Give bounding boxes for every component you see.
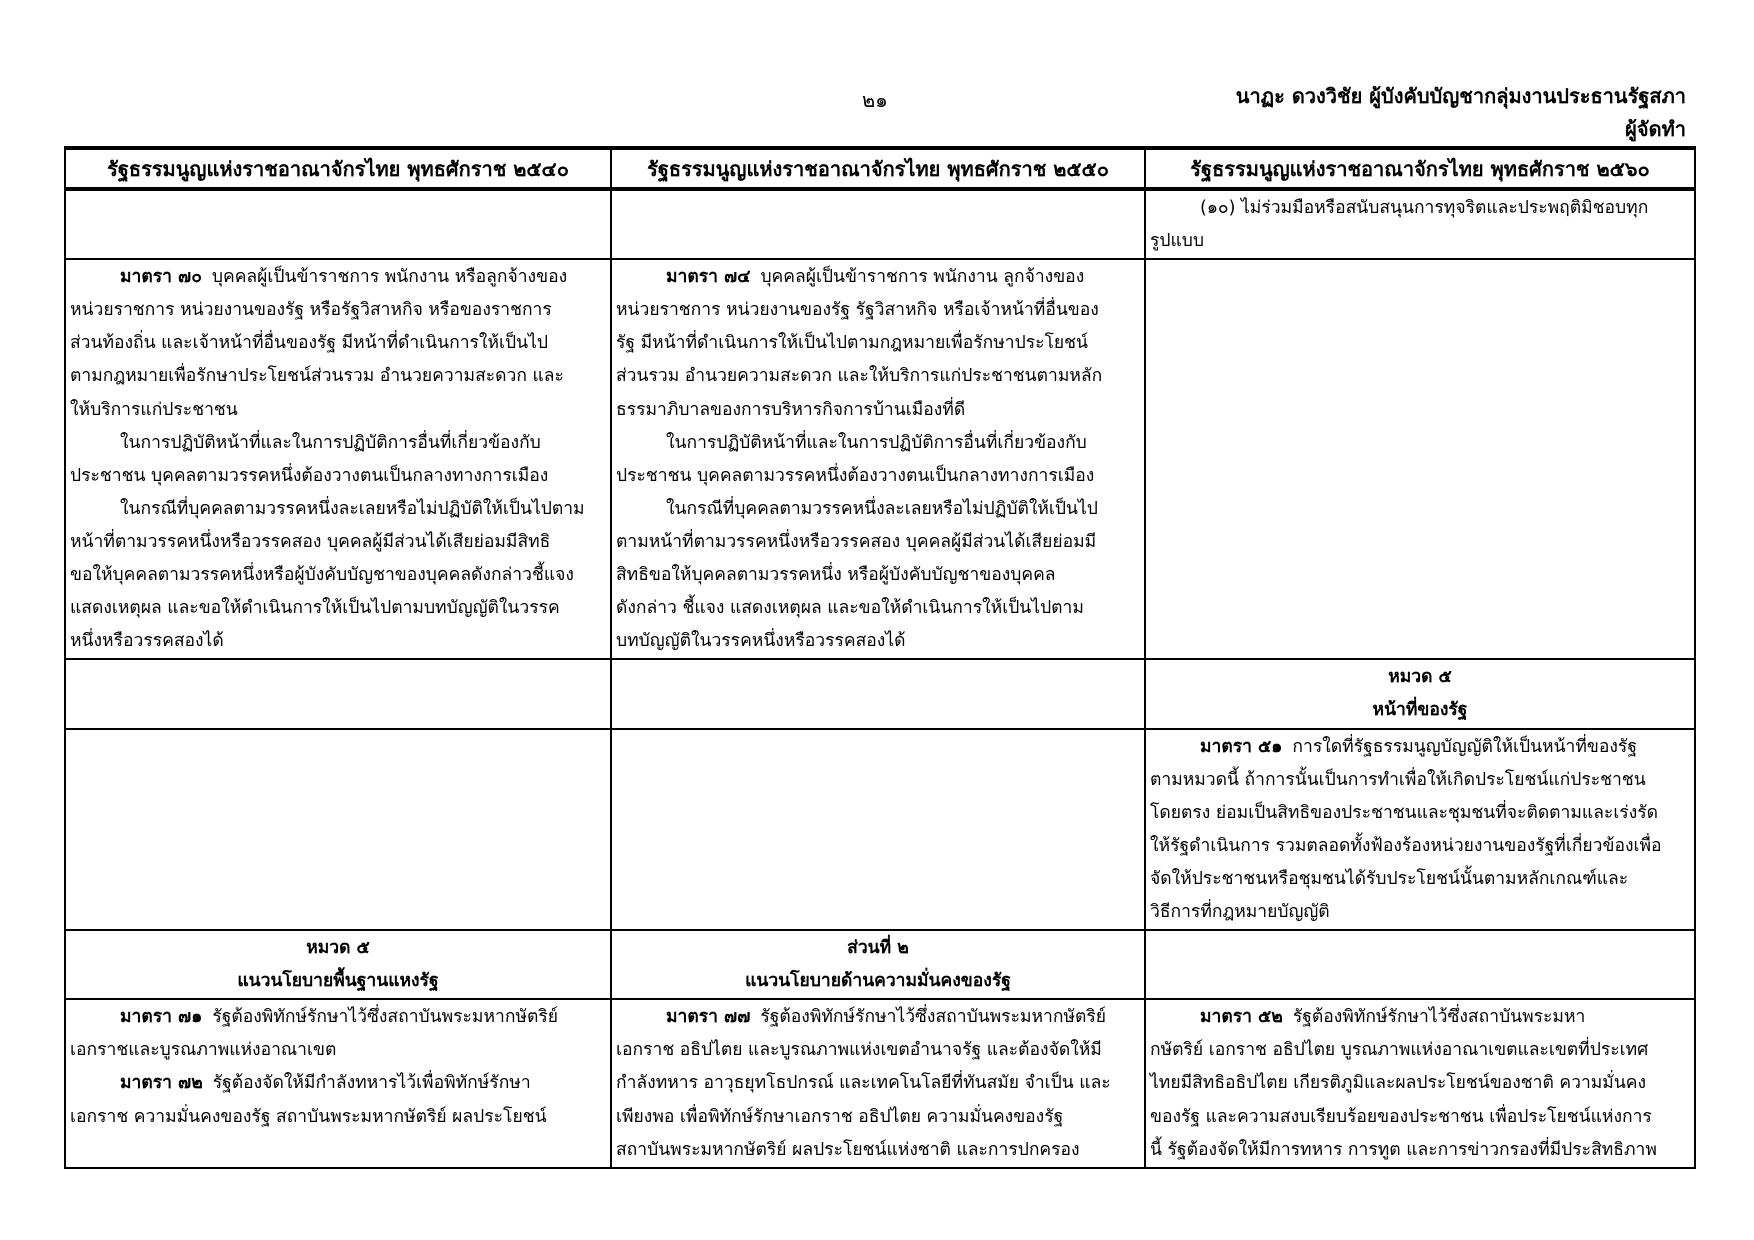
line-text: รัฐ มีหน้าที่ดำเนินการให้เป็นไปตามกฎหมายเพื่อรักษาประโยชน์ — [616, 333, 1088, 354]
line-text: เอกราช อธิปไตย และบูรณภาพแห่งเขตอำนาจรัฐ และต้องจัดให้มี — [616, 1040, 1102, 1061]
table-row — [65, 659, 1695, 728]
text-line — [70, 394, 606, 427]
line-text: ในการปฏิบัติหน้าที่และในการปฏิบัติการอื่นที่เกี่ยวข้องกับ — [120, 432, 541, 453]
table-row — [65, 999, 1695, 1167]
line-text: แสดงเหตุผล และขอให้ดำเนินการให้เป็นไปตามบทบัญญัติในวรรค — [70, 598, 560, 619]
text-line — [70, 360, 606, 393]
line-text: สถาบันพระมหากษัตริย์ ผลประโยชน์แห่งชาติ และการปกครอง — [616, 1139, 1080, 1160]
table-cell — [65, 729, 611, 931]
line-text: รัฐต้องพิทักษ์รักษาไว้ซึ่งสถาบันพระมหา — [1292, 1007, 1586, 1028]
column-header-2550: รัฐธรรมนูญแห่งราชอาณาจักรไทย พุทธศักราช ๒๕๕๐ — [611, 148, 1145, 189]
line-text: ให้รัฐดำเนินการ รวมตลอดทั้งฟ้องร้องหน่วยงานของรัฐที่เกี่ยวข้องเพื่อ — [1150, 835, 1662, 856]
text-line — [70, 460, 606, 493]
line-text: (๑๐) ไม่ร่วมมือหรือสนับสนุนการทุจริตและประพฤติมิชอบทุก — [1200, 198, 1649, 218]
text-line — [616, 460, 1140, 493]
line-text: การใดที่รัฐธรรมนูญบัญญัติให้เป็นหน้าที่ของรัฐ — [1292, 736, 1637, 757]
line-text: ของรัฐ และความสงบเรียบร้อยของประชาชน เพื่อประโยชน์แห่งการ — [1150, 1106, 1652, 1127]
text-line — [616, 526, 1140, 559]
line-text: ในการปฏิบัติหน้าที่และในการปฏิบัติการอื่นที่เกี่ยวข้องกับ — [666, 432, 1087, 453]
line-text: หน้าที่ตามวรรคหนึ่งหรือวรรคสอง บุคคลผู้มีส่วนได้เสียย่อมมีสิทธิ — [70, 531, 551, 552]
line-text: ตามหมวดนี้ ถ้าการนั้นเป็นการทำเพื่อให้เกิดประโยชน์แก่ประชาชน — [1150, 769, 1646, 790]
line-text: เอกราช ความมั่นคงของรัฐ สถาบันพระมหากษัตริย์ ผลประโยชน์ — [70, 1106, 547, 1127]
text-line — [616, 1101, 1140, 1134]
table-cell — [1145, 930, 1695, 999]
text-line — [1150, 1034, 1690, 1067]
text-line — [616, 427, 1140, 460]
line-text: ดังกล่าว ชี้แจง แสดงเหตุผล และขอให้ดำเนินการให้เป็นไปตาม — [616, 598, 1084, 619]
comparison-table — [64, 146, 1696, 1169]
line-text: ไทยมีสิทธิอธิปไตย เกียรติภูมิและผลประโยชน์ของชาติ ความมั่นคง — [1150, 1073, 1647, 1094]
text-line — [70, 261, 606, 294]
text-line — [70, 1101, 606, 1134]
table-cell — [65, 259, 611, 659]
section-heading: หน้าที่ของรัฐ — [1372, 700, 1468, 721]
line-text: ส่วนรวม อำนวยความสะดวก และให้บริการแก่ประชาชนตามหลัก — [616, 366, 1103, 387]
text-line — [1150, 896, 1690, 929]
line-text: หน่วยราชการ หน่วยงานของรัฐ รัฐวิสาหกิจ หรือเจ้าหน้าที่อื่นของ — [616, 300, 1099, 321]
text-line — [1150, 764, 1690, 797]
text-line — [616, 559, 1140, 592]
text-line — [1150, 1101, 1690, 1134]
line-text: ส่วนท้องถิ่น และเจ้าหน้าที่อื่นของรัฐ มีหน้าที่ดำเนินการให้เป็นไป — [70, 333, 548, 354]
table-cell — [1145, 259, 1695, 659]
table-cell — [611, 930, 1145, 999]
section-number: มาตรา ๗๔ — [666, 267, 751, 288]
table-row — [65, 729, 1695, 931]
line-text: กำลังทหาร อาวุธยุทโธปกรณ์ และเทคโนโลยีที่ทันสมัย จำเป็น และ — [616, 1073, 1111, 1094]
table-cell — [65, 930, 611, 999]
text-line — [70, 327, 606, 360]
line-text: กษัตริย์ เอกราช อธิปไตย บูรณภาพแห่งอาณาเขตและเขตที่ประเทศ — [1150, 1040, 1649, 1061]
text-line — [1150, 731, 1690, 764]
section-number: มาตรา ๗๐ — [120, 267, 202, 288]
text-line — [70, 1001, 606, 1034]
section-heading: ส่วนที่ ๒ — [847, 938, 909, 959]
table-cell — [1145, 999, 1695, 1167]
line-text: จัดให้ประชาชนหรือชุมชนได้รับประโยชน์นั้นตามหลักเกณฑ์และ — [1150, 868, 1629, 889]
line-text: หน่วยราชการ หน่วยงานของรัฐ หรือรัฐวิสาหกิจ หรือของราชการ — [70, 300, 552, 321]
text-line — [1150, 1001, 1690, 1034]
section-heading: หมวด ๕ — [306, 938, 370, 959]
line-text: บุคคลผู้เป็นข้าราชการ พนักงาน ลูกจ้างของ — [760, 267, 1085, 288]
line-text: รัฐต้องพิทักษ์รักษาไว้ซึ่งสถาบันพระมหากษัตริย์ — [212, 1007, 558, 1028]
section-number: มาตรา ๗๒ — [120, 1073, 203, 1094]
table-cell — [1145, 189, 1695, 259]
column-header-2560: รัฐธรรมนูญแห่งราชอาณาจักรไทย พุทธศักราช ๒๕๖๐ — [1145, 148, 1695, 189]
text-line — [1150, 1134, 1690, 1167]
line-text: หนึ่งหรือวรรคสองได้ — [70, 631, 224, 652]
table-row — [65, 259, 1695, 659]
line-text: ในกรณีที่บุคคลตามวรรคหนึ่งละเลยหรือไม่ปฏิบัติให้เป็นไป — [666, 498, 1098, 519]
text-line — [70, 559, 606, 592]
table-cell — [65, 189, 611, 259]
text-line — [1150, 863, 1690, 896]
line-text: รัฐต้องพิทักษ์รักษาไว้ซึ่งสถาบันพระมหากษัตริย์ — [760, 1007, 1107, 1028]
table-header-row — [65, 148, 1695, 189]
line-text: สิทธิขอให้บุคคลตามวรรคหนึ่ง หรือผู้บังคับบัญชาของบุคคล — [616, 565, 1056, 586]
table-cell — [1145, 659, 1695, 728]
line-text: เอกราชและบูรณภาพแห่งอาณาเขต — [70, 1040, 337, 1061]
section-number: มาตรา ๕๑ — [1200, 736, 1283, 757]
section-number: มาตรา ๗๑ — [120, 1007, 203, 1028]
text-line — [1150, 192, 1690, 225]
text-line — [1150, 797, 1690, 830]
text-line — [70, 1034, 606, 1067]
section-heading: หมวด ๕ — [1388, 667, 1452, 688]
table-cell — [611, 659, 1145, 728]
table-cell — [1145, 729, 1695, 931]
line-text: ในกรณีที่บุคคลตามวรรคหนึ่งละเลยหรือไม่ปฏิบัติให้เป็นไปตาม — [120, 498, 585, 519]
text-line — [70, 427, 606, 460]
text-line — [70, 1067, 606, 1100]
text-line — [616, 294, 1140, 327]
text-line — [1150, 1067, 1690, 1100]
text-line — [616, 1001, 1140, 1034]
text-line — [616, 1134, 1140, 1167]
text-line — [70, 526, 606, 559]
line-text: รูปแบบ — [1150, 231, 1205, 252]
author-role: ผู้จัดทำ — [1625, 117, 1686, 141]
line-text: บทบัญญัติในวรรคหนึ่งหรือวรรคสองได้ — [616, 631, 906, 652]
table-row — [65, 930, 1695, 999]
author-name: นาฏะ ดวงวิชัย ผู้บังคับบัญชากลุ่มงานประธานรัฐสภา — [1235, 84, 1686, 108]
line-text: โดยตรง ย่อมเป็นสิทธิของประชาชนและชุมชนที่จะติดตามและเร่งรัด — [1150, 802, 1659, 823]
section-heading: แนวนโยบายพื้นฐานแหงรัฐ — [237, 971, 439, 992]
line-text: วิธีการที่กฎหมายบัญญัติ — [1150, 901, 1330, 922]
table-cell — [65, 999, 611, 1167]
line-text: ขอให้บุคคลตามวรรคหนึ่งหรือผู้บังคับบัญชาของบุคคลดังกล่าวชี้แจง — [70, 565, 574, 586]
text-line — [616, 261, 1140, 294]
author-block — [1236, 80, 1686, 146]
text-line — [616, 1034, 1140, 1067]
line-text: ธรรมาภิบาลของการบริหารกิจการบ้านเมืองที่ดี — [616, 399, 966, 420]
section-number: มาตรา ๗๗ — [666, 1007, 751, 1028]
line-text: รัฐต้องจัดให้มีกำลังทหารไว้เพื่อพิทักษ์รักษา — [212, 1073, 531, 1094]
line-text: เพียงพอ เพื่อพิทักษ์รักษาเอกราช อธิปไตย ความมั่นคงของรัฐ — [616, 1106, 1064, 1127]
table-cell — [611, 189, 1145, 259]
page-number: ๒๑ — [862, 88, 888, 112]
text-line — [616, 592, 1140, 625]
text-line — [70, 592, 606, 625]
line-text: ให้บริการแก่ประชาชน — [70, 399, 238, 420]
table-cell — [611, 999, 1145, 1167]
text-line — [616, 1067, 1140, 1100]
text-line — [1150, 830, 1690, 863]
line-text: นี้ รัฐต้องจัดให้มีการทหาร การทูต และการข่าวกรองที่มีประสิทธิภาพ — [1150, 1139, 1657, 1160]
text-line — [616, 625, 1140, 658]
text-line — [616, 394, 1140, 427]
table-cell — [611, 259, 1145, 659]
line-text: ตามกฎหมายเพื่อรักษาประโยชน์ส่วนรวม อำนวยความสะดวก และ — [70, 366, 564, 387]
text-line — [1150, 225, 1690, 258]
text-line — [616, 327, 1140, 360]
line-text: บุคคลผู้เป็นข้าราชการ พนักงาน หรือลูกจ้างของ — [211, 267, 568, 288]
text-line — [70, 625, 606, 658]
line-text: ตามหน้าที่ตามวรรคหนึ่งหรือวรรคสอง บุคคลผู้มีส่วนได้เสียย่อมมี — [616, 531, 1097, 552]
text-line — [616, 493, 1140, 526]
text-line — [70, 493, 606, 526]
section-number: มาตรา ๕๒ — [1200, 1007, 1283, 1028]
line-text: ประชาชน บุคคลตามวรรคหนึ่งต้องวางตนเป็นกลางทางการเมือง — [70, 465, 549, 486]
table-cell — [611, 729, 1145, 931]
text-line — [616, 360, 1140, 393]
table-cell — [65, 659, 611, 728]
text-line — [70, 294, 606, 327]
table-row — [65, 189, 1695, 259]
line-text: ประชาชน บุคคลตามวรรคหนึ่งต้องวางตนเป็นกลางทางการเมือง — [616, 465, 1095, 486]
section-heading: แนวนโยบายด้านความมั่นคงของรัฐ — [745, 971, 1011, 992]
column-header-2540: รัฐธรรมนูญแห่งราชอาณาจักรไทย พุทธศักราช ๒๕๔๐ — [65, 148, 611, 189]
